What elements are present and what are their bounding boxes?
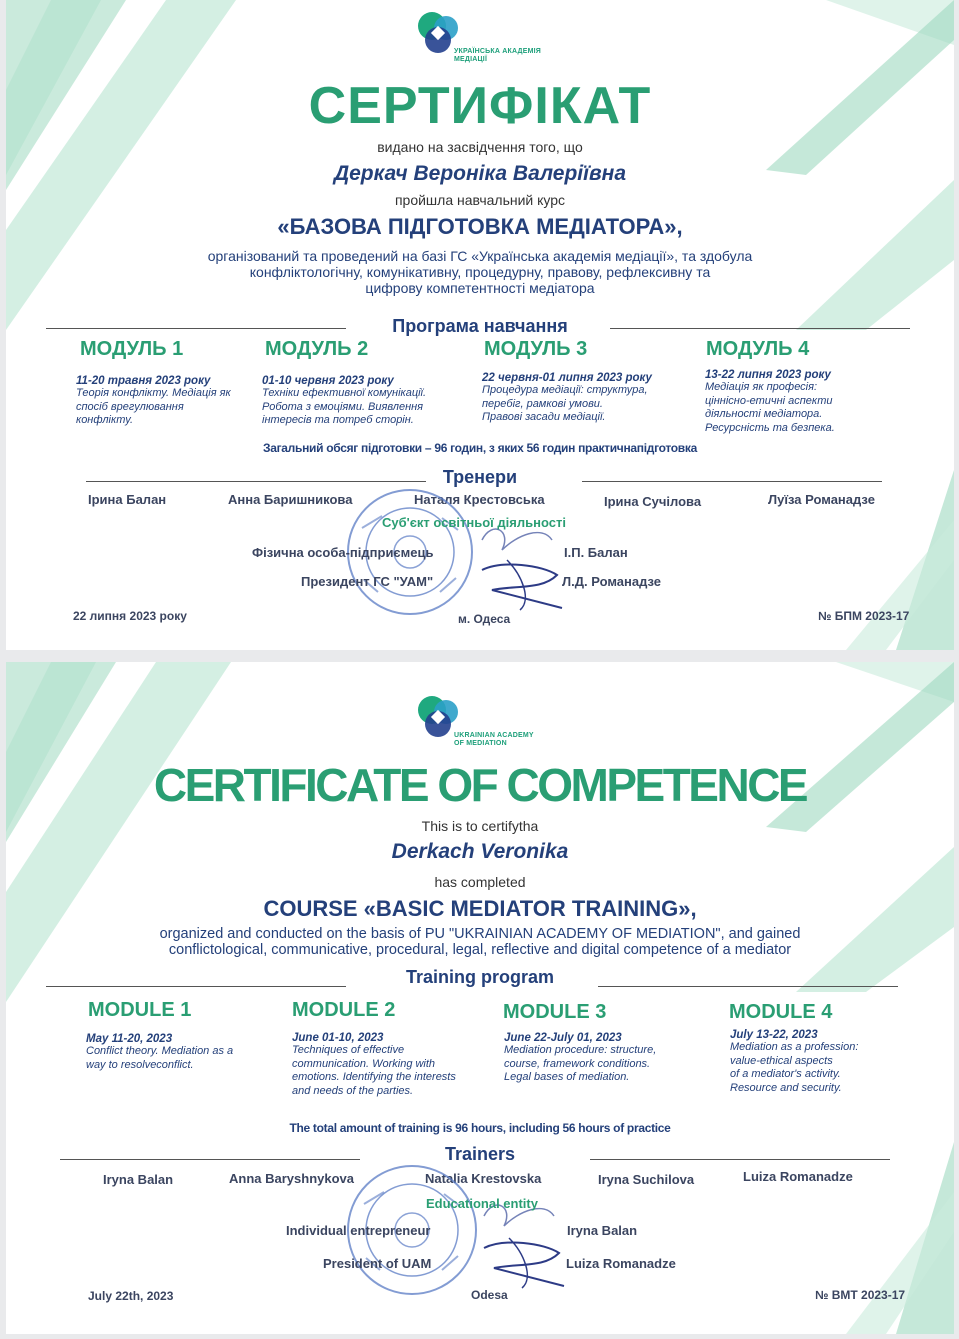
issue-city: Odesa <box>471 1288 508 1302</box>
module-2-title: МОДУЛЬ 2 <box>265 338 369 360</box>
individual-entrepreneur-name: І.П. Балан <box>564 545 628 560</box>
module-3-details <box>482 372 672 425</box>
module-text: Техніки ефективної комунікації. <box>262 387 427 399</box>
module-text: and needs of the parties. <box>292 1084 414 1097</box>
trainer-name: Iryna Suchilova <box>598 1172 695 1187</box>
president-label: President of UAM <box>323 1256 432 1271</box>
module-text: діяльності медіатора. <box>705 408 823 420</box>
program-title: Програма навчання <box>392 316 568 336</box>
issue-city: м. Одеса <box>458 612 511 626</box>
module-text: спосіб врегулювання <box>76 400 184 413</box>
description-line: організований та проведений на базі ГС «Українська академія медіації», та здобула <box>207 248 753 264</box>
logo <box>412 694 562 754</box>
module-1-details <box>76 375 266 428</box>
module-text: of a mediator's activity. <box>730 1068 841 1080</box>
module-date: 01-10 червня 2023 року <box>262 375 394 387</box>
issue-date: 22 липня 2023 року <box>73 609 187 623</box>
module-text: Медіація як професія: <box>705 381 818 393</box>
logo-text-line2: OF MEDIATION <box>454 740 507 747</box>
recipient-name: Derkach Veronika <box>391 840 569 863</box>
trainer-name: Луїза Романадзе <box>768 492 875 507</box>
logo-text-line1: УКРАЇНСЬКА АКАДЕМІЯ <box>454 48 541 55</box>
president-name: Luiza Romanadze <box>566 1256 676 1271</box>
module-2-title: MODULE 2 <box>292 999 396 1021</box>
module-text: communication. Working with <box>292 1057 436 1070</box>
module-text: Ресурсність та безпека. <box>705 421 835 434</box>
trainers-title: Тренери <box>442 467 518 487</box>
trainer-name: Ірина Балан <box>88 492 167 507</box>
certificate-english <box>6 662 954 1334</box>
trainer-name: Анна Баришникова <box>228 492 353 507</box>
total-hours: The total amount of training is 96 hours, including 56 hours of practice <box>289 1121 671 1135</box>
individual-entrepreneur-label: Фізична особа-підприємець <box>252 545 434 560</box>
description-line: конфліктологічну, комунікативну, процедурну, правову, рефлексивну та <box>249 264 711 280</box>
module-4-details <box>705 369 895 435</box>
module-text: інтересів та потреб сторін. <box>262 414 414 426</box>
certificate-title: CERTIFICATE OF COMPETENCE <box>153 759 807 811</box>
trainer-name: Iryna Balan <box>103 1172 174 1187</box>
module-3-details <box>504 1032 694 1085</box>
module-text: Процедура медіації: структура, <box>482 384 648 396</box>
trainers-title: Trainers <box>444 1144 516 1164</box>
module-text: emotions. Identifying the interests <box>292 1071 456 1083</box>
issue-date: July 22th, 2023 <box>88 1289 174 1303</box>
president-label: Президент ГС "УАМ" <box>301 574 434 589</box>
module-1-details <box>86 1033 276 1072</box>
module-text: Resource and security. <box>730 1081 842 1094</box>
module-3-title: MODULE 3 <box>503 1001 607 1023</box>
module-text: Conflict theory. Mediation as a <box>86 1045 234 1057</box>
module-2-details <box>262 375 452 428</box>
completed-text: has completed <box>434 874 526 890</box>
certificate-title: СЕРТИФІКАТ <box>308 77 652 135</box>
course-title: COURSE «BASIC MEDIATOR TRAINING», <box>263 896 697 921</box>
trainer-name: Ірина Сучілова <box>604 494 702 509</box>
description-line: organized and conducted on the basis of PU "UKRAINIAN ACADEMY OF MEDIATION", and gained <box>159 926 801 942</box>
module-date: 13-22 липня 2023 року <box>705 369 831 381</box>
trainer-name: Natalia Krestovska <box>425 1171 542 1186</box>
module-4-title: MODULE 4 <box>729 1001 833 1023</box>
module-date: June 22-July 01, 2023 <box>504 1032 622 1044</box>
educational-entity-label: Educational entity <box>426 1196 538 1211</box>
module-3-title: МОДУЛЬ 3 <box>484 338 588 360</box>
module-text: value-ethical aspects <box>730 1054 833 1067</box>
module-1-title: МОДУЛЬ 1 <box>80 338 184 360</box>
description-line: conflictological, communicative, procedural, legal, reflective and digital competence of a mediator <box>168 942 792 958</box>
trainer-name: Luiza Romanadze <box>743 1169 853 1184</box>
divider <box>582 481 882 482</box>
module-date: 22 червня-01 липня 2023 року <box>482 372 652 384</box>
module-1-title: MODULE 1 <box>88 999 192 1021</box>
module-text: ціннісно-етичні аспекти <box>705 394 833 407</box>
module-text: Legal bases of mediation. <box>504 1071 630 1083</box>
certificate-ukrainian <box>6 0 954 650</box>
module-date: July 13-22, 2023 <box>730 1029 818 1041</box>
educational-entity-label: Суб'єкт освітньої діяльності <box>382 515 566 530</box>
certificate-number: № BMT 2023-17 <box>815 1288 906 1302</box>
divider <box>590 1159 890 1160</box>
module-date: May 11-20, 2023 <box>86 1033 173 1045</box>
trainer-name: Anna Baryshnykova <box>229 1171 354 1186</box>
divider <box>610 328 910 329</box>
module-text: конфлікту. <box>76 414 134 426</box>
module-text: Mediation as a profession: <box>730 1041 859 1053</box>
program-title: Training program <box>405 967 555 987</box>
completed-text: пройшла навчальний курс <box>394 192 566 208</box>
module-text: Techniques of effective <box>292 1044 405 1056</box>
module-text: Робота з емоціями. Виявлення <box>262 400 424 413</box>
total-hours: Загальний обсяг підготовки – 96 годин, з яких 56 годин практичнапідготовка <box>263 441 697 455</box>
issued-to-text: This is to certifytha <box>421 818 539 834</box>
certificate-number: № БПМ 2023-17 <box>818 609 910 623</box>
issued-to-text: видано на засвідчення того, що <box>377 139 583 155</box>
module-text: course, framework conditions. <box>504 1057 651 1070</box>
module-text: way to resolveconflict. <box>86 1058 194 1071</box>
trainer-name: Наталя Крестовська <box>414 492 545 507</box>
module-date: June 01-10, 2023 <box>292 1032 384 1044</box>
course-description <box>6 926 954 958</box>
logo-text-line1: UKRAINIAN ACADEMY <box>454 732 534 739</box>
module-text: Правові засади медіації. <box>482 411 606 423</box>
module-date: 11-20 травня 2023 року <box>76 375 211 387</box>
module-text: Mediation procedure: structure, <box>504 1044 657 1056</box>
logo-text-line2: МЕДІАЦІЇ <box>454 56 488 63</box>
module-text: Теорія конфлікту. Медіація як <box>76 387 231 399</box>
module-text: перебіг, рамкові умови. <box>482 397 603 410</box>
president-name: Л.Д. Романадзе <box>562 574 662 589</box>
logo <box>412 10 562 70</box>
recipient-name: Деркач Вероніка Валеріївна <box>333 162 627 185</box>
description-line: цифрову компетентності медіатора <box>365 280 595 296</box>
course-title: «БАЗОВА ПІДГОТОВКА МЕДІАТОРА», <box>277 214 683 239</box>
individual-entrepreneur-name: Iryna Balan <box>567 1223 638 1238</box>
course-description <box>6 248 954 296</box>
module-2-details <box>292 1032 482 1098</box>
divider <box>598 986 898 987</box>
module-4-title: МОДУЛЬ 4 <box>706 338 810 360</box>
module-4-details <box>730 1029 920 1095</box>
individual-entrepreneur-label: Individual entrepreneur <box>286 1223 431 1238</box>
